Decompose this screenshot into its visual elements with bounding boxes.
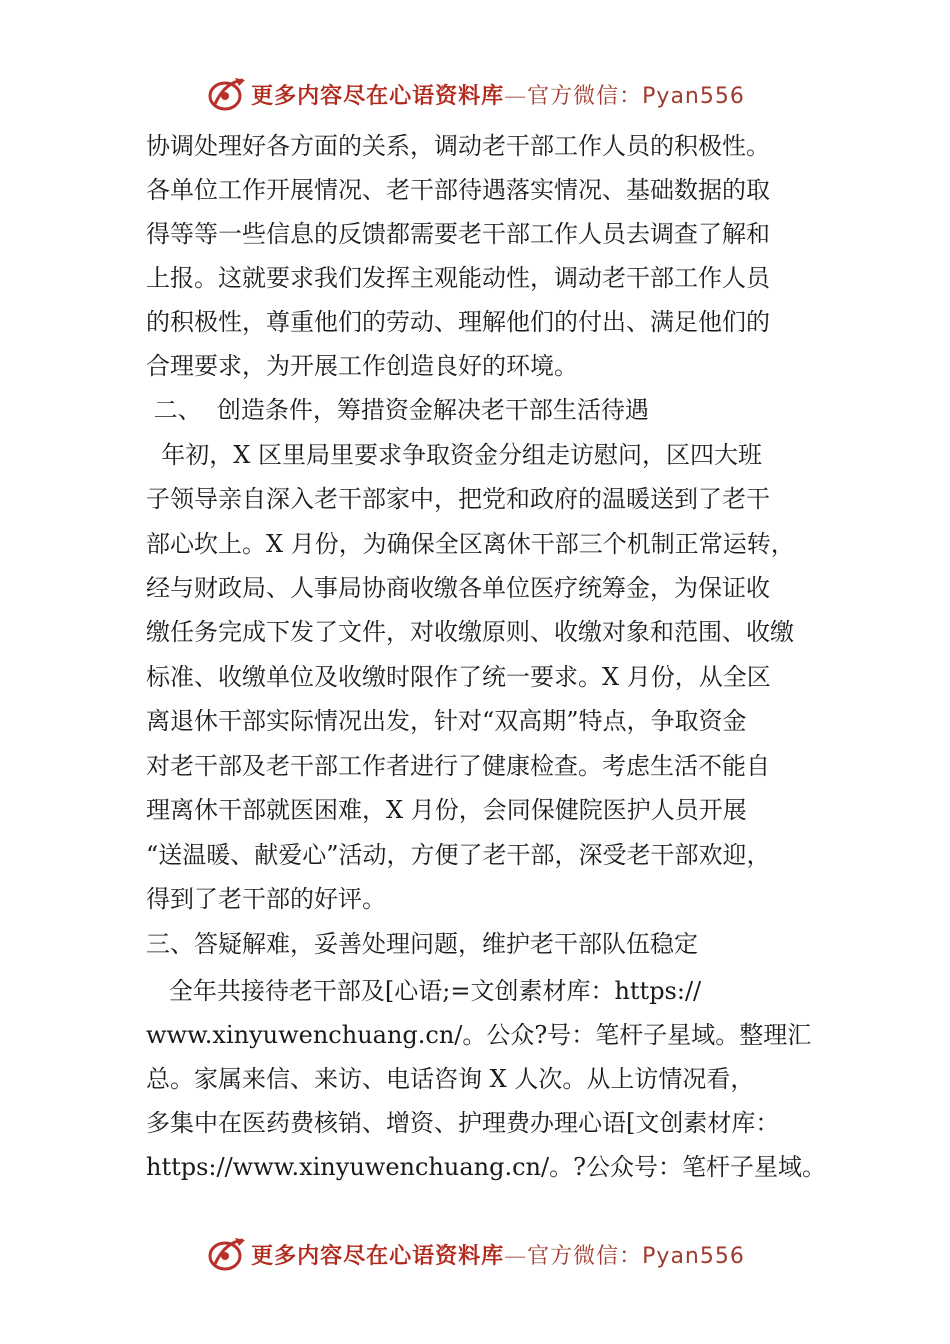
section-heading: 二、 创造条件，筹措资金解决老干部生活待遇 (146, 396, 649, 424)
section-heading: 三、答疑解难，妥善处理问题，维护老干部队伍稳定 (146, 930, 698, 958)
body-line: 协调处理好各方面的关系，调动老干部工作人员的积极性。 (146, 132, 770, 160)
body-line: 理离休干部就医困难，X 月份，会同保健院医护人员开展 (146, 796, 747, 824)
banner-main-text: 更多内容尽在心语资料库 (251, 82, 505, 109)
body-line: 各单位工作开展情况、老干部待遇落实情况、基础数据的取 (146, 176, 770, 204)
body-line: www.xinyuwenchuang.cn/。公众?号：笔杆子星域。整理汇 (146, 1021, 812, 1049)
body-line: 离退休干部实际情况出发，针对“双高期”特点，争取资金 (146, 707, 747, 735)
banner-wechat-label: 官方微信： (527, 83, 643, 109)
body-line: 得等等一些信息的反馈都需要老干部工作人员去调查了解和 (146, 220, 770, 248)
logo-icon (205, 74, 249, 114)
body-line: 缴任务完成下发了文件，对收缴原则、收缴对象和范围、收缴 (146, 618, 794, 646)
body-line: 的积极性，尊重他们的劳动、理解他们的付出、满足他们的 (146, 308, 770, 336)
banner-main-text: 更多内容尽在心语资料库 (251, 1242, 505, 1269)
body-line: 多集中在医药费核销、增资、护理费办理心语[文创素材库： (146, 1109, 780, 1137)
footer-banner (0, 1232, 950, 1276)
body-line: “送温暖、献爱心”活动，方便了老干部，深受老干部欢迎， (146, 841, 771, 869)
body-line: 合理要求，为开展工作创造良好的环境。 (146, 352, 578, 380)
body-line: 对老干部及老干部工作者进行了健康检查。考虑生活不能自 (146, 752, 770, 780)
body-line: https://www.xinyuwenchuang.cn/。?公众号：笔杆子星域。 (146, 1153, 826, 1181)
banner-separator: — (504, 83, 528, 109)
banner-wechat-id: Pyan556 (642, 83, 745, 109)
body-line: 得到了老干部的好评。 (146, 885, 386, 913)
body-line: 经与财政局、人事局协商收缴各单位医疗统筹金，为保证收 (146, 574, 770, 602)
banner-wechat-label: 官方微信： (527, 1243, 643, 1269)
banner-separator: — (504, 1243, 528, 1269)
header-banner (0, 72, 950, 116)
header-banner-text (251, 79, 745, 110)
body-line: 子领导亲自深入老干部家中，把党和政府的温暖送到了老干 (146, 485, 770, 513)
logo-icon (205, 1234, 249, 1274)
body-line: 标准、收缴单位及收缴时限作了统一要求。X 月份，从全区 (146, 663, 771, 691)
body-line: 年初，X 区里局里要求争取资金分组走访慰问，区四大班 (146, 441, 762, 469)
body-line: 部心坎上。X 月份，为确保全区离休干部三个机制正常运转， (146, 530, 795, 558)
body-line: 全年共接待老干部及[心语;=文创素材库：https:// (146, 977, 702, 1005)
body-line: 总。家属来信、来访、电话咨询 X 人次。从上访情况看， (146, 1065, 755, 1093)
footer-banner-text (251, 1239, 745, 1270)
banner-wechat-id: Pyan556 (642, 1243, 745, 1269)
body-line: 上报。这就要求我们发挥主观能动性，调动老干部工作人员 (146, 264, 770, 292)
